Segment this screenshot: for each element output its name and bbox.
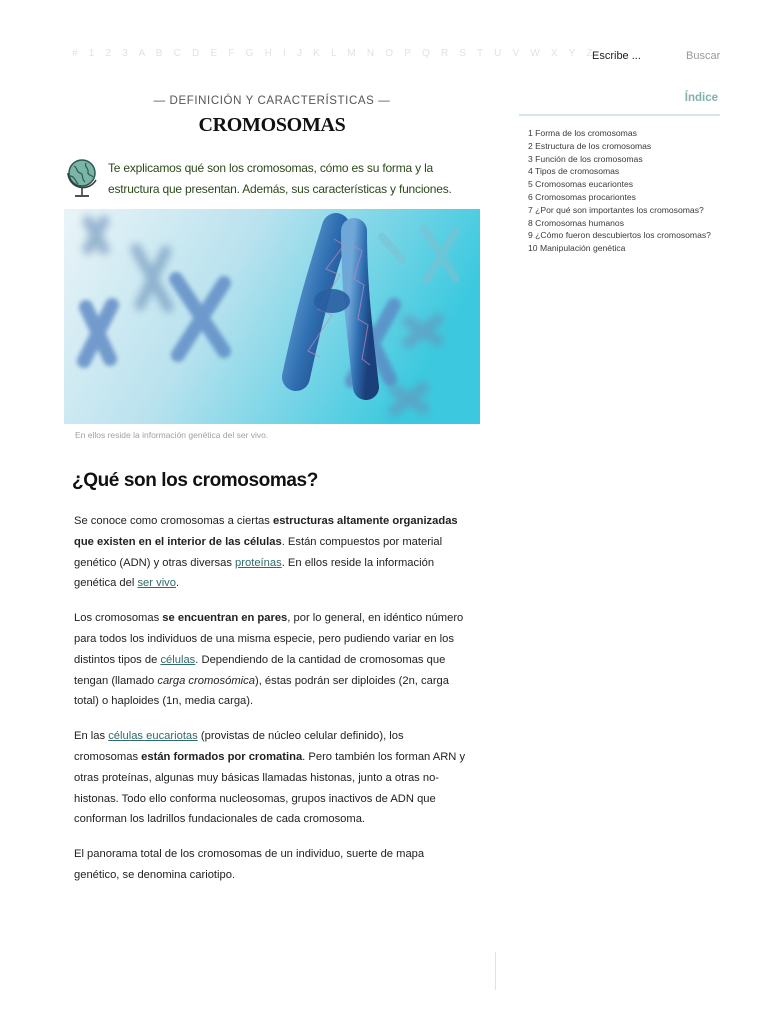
alphabet-letter[interactable]: 1	[88, 48, 99, 59]
article-body	[74, 511, 470, 900]
text-run: ), éstas podrán ser diploides (2n, carga total) o haploides (1n, media carga).	[74, 674, 449, 708]
index-list	[528, 127, 718, 255]
alphabet-letter[interactable]: 2	[105, 48, 116, 59]
page-title: CROMOSOMAS	[198, 114, 346, 136]
section-heading: ¿Qué son los cromosomas?	[72, 470, 318, 491]
alphabet-letter[interactable]: X	[551, 48, 562, 59]
article-link[interactable]: ser vivo	[137, 577, 176, 590]
bold-text: se encuentran en pares	[162, 612, 288, 625]
image-caption: En ellos reside la información genética del ser vivo.	[75, 430, 269, 440]
alphabet-letter[interactable]: F	[228, 48, 239, 59]
alphabet-letter[interactable]: E	[210, 48, 222, 59]
globe-icon	[66, 158, 100, 200]
alphabet-letter[interactable]: U	[494, 48, 506, 59]
article-intro: Te explicamos qué son los cromosomas, cómo es su forma y la estructura que presentan. Además, sus características y funciones.	[108, 161, 452, 196]
index-item[interactable]: 2 Estructura de los cromosomas	[528, 140, 652, 151]
alphabet-letter[interactable]: #	[72, 48, 82, 59]
alphabet-letter[interactable]: M	[347, 48, 360, 59]
italic-text: carga cromosómica	[157, 674, 255, 687]
search-input[interactable]	[592, 46, 678, 66]
text-run: (provistas de núcleo celular definido), los cromosomas	[74, 730, 404, 763]
index-item[interactable]: 9 ¿Cómo fueron descubiertos los cromosomas?	[528, 230, 711, 241]
alphabet-letter[interactable]: J	[296, 48, 307, 59]
alphabet-letter[interactable]: G	[245, 48, 258, 59]
index-item[interactable]: 7 ¿Por qué son importantes los cromosomas?	[528, 204, 704, 215]
index-item[interactable]: 4 Tipos de cromosomas	[528, 166, 620, 177]
index-item[interactable]: 1 Forma de los cromosomas	[528, 128, 637, 138]
text-run: Se conoce como cromosomas a ciertas	[74, 515, 273, 527]
alphabet-letter[interactable]: S	[459, 48, 471, 59]
alphabet-letter[interactable]: Z	[586, 48, 597, 59]
alphabet-letter[interactable]: T	[477, 48, 488, 59]
alphabet-letter[interactable]: V	[512, 48, 524, 59]
alphabet-letter[interactable]: Y	[568, 48, 580, 59]
divider	[495, 952, 496, 990]
alphabet-letter[interactable]: K	[313, 48, 324, 59]
index-item[interactable]: 8 Cromosomas humanos	[528, 217, 625, 228]
index-divider	[519, 114, 720, 116]
article-paragraph	[74, 511, 470, 594]
alphabet-letter[interactable]: L	[330, 48, 341, 59]
text-run: , por lo general, en idéntico número para todos los individuos de una misma especie, pero pudiendo variar en los distintos tipos de	[74, 612, 464, 666]
text-run: .	[176, 577, 180, 590]
alphabet-letter[interactable]: B	[155, 48, 167, 59]
article-paragraph	[74, 608, 470, 712]
text-run: En las	[74, 730, 109, 743]
alphabet-letter[interactable]: A	[138, 48, 149, 59]
alphabet-letter[interactable]: Q	[421, 48, 434, 59]
alphabet-nav	[72, 48, 597, 59]
bold-text: estructuras altamente organizadas que existen en el interior de las células	[74, 515, 458, 548]
index-item[interactable]: 5 Cromosomas eucariontes	[528, 179, 634, 190]
alphabet-letter[interactable]: P	[404, 48, 415, 59]
text-run: . En ellos reside la información genética del	[74, 556, 435, 590]
text-run: . Dependiendo de la cantidad de cromosomas que tengan (llamado	[74, 653, 446, 687]
index-title: Índice	[684, 92, 718, 104]
text-run: Los cromosomas	[74, 612, 163, 625]
article-paragraph	[74, 844, 470, 886]
alphabet-letter[interactable]: R	[440, 48, 453, 59]
article-link[interactable]: proteínas	[235, 556, 282, 569]
text-run: El panorama total de los cromosomas de un individuo, suerte de mapa genético, se denomina cariotipo.	[74, 848, 425, 881]
article-link[interactable]: células eucariotas	[108, 730, 198, 743]
search-button[interactable]: Buscar	[686, 46, 720, 66]
alphabet-letter[interactable]: 3	[122, 48, 133, 59]
text-run: . Pero también los forman ARN y otras proteínas, algunas muy básicas llamadas histonas, junto a otras no-histonas. Todo ello conforma nucleosomas, grupos inactivos de ADN que conforman los ladrillos fundacionales de cada cromosoma.	[74, 750, 466, 826]
alphabet-letter[interactable]: H	[264, 48, 276, 59]
bold-text: están formados por cromatina	[141, 750, 303, 763]
article-kicker: — DEFINICIÓN Y CARACTERÍSTICAS —	[153, 95, 391, 107]
alphabet-letter[interactable]: W	[530, 48, 545, 59]
alphabet-letter[interactable]: O	[385, 48, 398, 59]
index-item[interactable]: 3 Función de los cromosomas	[528, 153, 643, 164]
index-item[interactable]: 10 Manipulación genética	[528, 243, 626, 254]
alphabet-letter[interactable]: D	[192, 48, 204, 59]
hero-image-chromosomes	[64, 209, 480, 424]
article-paragraph	[74, 726, 470, 830]
alphabet-letter[interactable]: I	[282, 48, 290, 59]
text-run: . Están compuestos por material genético (ADN) y otras diversas	[74, 535, 443, 569]
alphabet-letter[interactable]: N	[366, 48, 379, 59]
index-item[interactable]: 6 Cromosomas procariontes	[528, 191, 636, 202]
article-link[interactable]: células	[160, 653, 196, 666]
alphabet-letter[interactable]: C	[173, 48, 186, 59]
